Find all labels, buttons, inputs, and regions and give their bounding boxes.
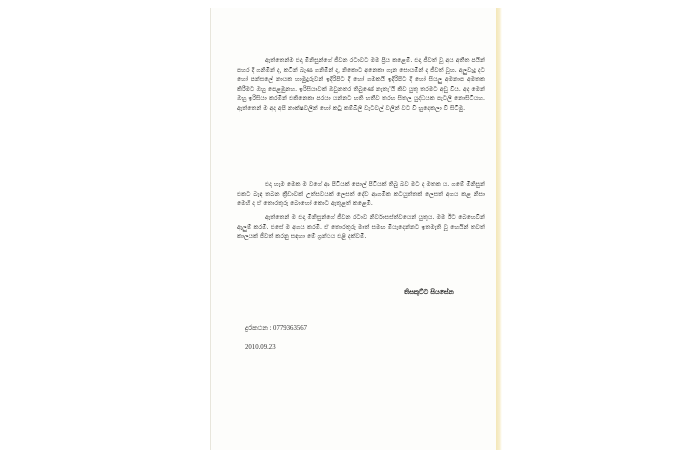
paragraph-3: ඇත්තෙන් ම එදා මිනිසුන්ගේ ජීවන රටාව නිර්වාසස්ත්වයෙන් යුතුය. මම ඊට බෙහෙවින් ඇලුම් කරමි. එසේ ම අගය කරමි. ඒ තොරතුරු මාත් සමඟ මියැදෙන්නට ඉතමැති වූ හෙයින් තවත් කාලයක් ජීවත් කරනු සඳහා මේ ග්‍රන්ථය එළි දක්වමි. [237,214,485,241]
author-signature: තිසකුට්ට සියසේන [404,288,454,296]
paragraph-1: ඇත්තෙන්ම එදා මිනිසුන්ගේ ජීවන රටාවට මම ප්‍රිය කළෙමි. එදා ජීවත් වූ අය අතීත පයින් පහර දී ගනිමින් ද, කටින් බැණ ගනිමින් ද, නිකොට අනෙකා ගැන සොයමින් ද ජීවත් වූහ. අලුවැදු දට හෝ පන්සලේ නායක හාමුදුරුවන් ඉදිරිපිට දී හෝ ගමකයි ඉදිරිපිට දී හෝ සියලු අමනාප අමතක කිරීමට ඔහු පෙළඹුනහ. ඉරිසියාවක් ඔවුනතර තිබුණේ නැතැ'යි කිව යුතු තරමට අඩු විය. අද මෙන් ඔහු ඉරිසියා කරමින් එකිනෙකා පරයා යන්නට හති හතීව තරහ සිතල යුද්ධයක පැටලී නොසිටියහ. ඇත්තෙන් ම අද අපි නාක්ෂවලින් හෝ කටු කම්බිලි වැටවල් වලින් වට වී හුදෙකලා වී සිටිමු. [237,57,485,112]
phone-number: දුරකථන : 0779363567 [245,325,308,332]
page-edge-stain [496,8,502,450]
document-date: 2010.09.23 [245,344,276,351]
paragraph-2: එදා හැම මෙක ම වගේ ආ පිටියක් පොල් පිටියක් තිබු බව මට ද මතක ය. ගමේ මිනිසුන් එකට බැඳ තබන ක්‍රීඩාවක් උත්සවයක් ලෙසත් දේව ආගමික කටයුත්තක් ලෙසත් අගය කළ නිසා මෙහි ද ඒ තොරතුරු බොහෝ කොට ඇතුළත් කළෙමි. [237,181,485,208]
